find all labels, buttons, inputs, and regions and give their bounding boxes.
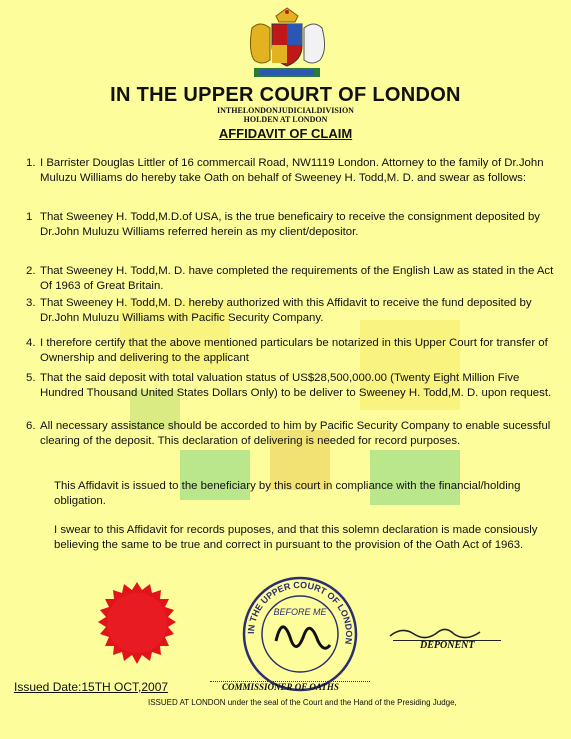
holden-at-line: HOLDEN AT LONDON — [243, 115, 328, 124]
paragraph-text: I Barrister Douglas Littler of 16 commercail Road, NW1119 London. Attorney to the family of Dr.John Muluzu Williams do hereby take Oath on behalf of Sweeney H. Todd,M. D. and swear as follows: — [40, 157, 544, 184]
paragraph — [26, 419, 560, 448]
commissioner-label: COMMISSIONER OF OATHS — [222, 682, 339, 692]
red-wax-seal-icon — [92, 580, 182, 670]
closing-paragraph: I swear to this Affidavit for records puposes, and that this solemn declaration is made consiously believing the same to be true and correct in pursuant to the provision of the Oath Act of 1963. — [54, 524, 538, 551]
paragraph-number: 5. — [26, 372, 36, 384]
issued-date: Issued Date:15TH OCT,2007 — [14, 680, 169, 694]
paragraph — [26, 210, 560, 239]
paragraph — [26, 296, 560, 325]
paragraph-number: 1. — [26, 157, 36, 169]
paragraph-text: That the said deposit with total valuation status of US$28,500,000.00 (Twenty Eight Million Five Hundred Thousand United States Dollars Only) to be deliver to Sweeney H. Todd,M. D. upon request. — [40, 372, 552, 399]
paragraph-text: That Sweeney H. Todd,M. D. hereby authorized with this Affidavit to receive the fund deposited by Dr.John Muluzu Williams with Pacific Security Company. — [40, 297, 532, 324]
royal-coat-of-arms-icon — [240, 6, 334, 84]
stamp-ring-text: IN THE UPPER COURT OF LONDON — [245, 579, 355, 645]
paragraph — [26, 156, 560, 185]
judicial-division-line: INTHELONDONJUDICIALDIVISION — [217, 106, 354, 115]
footer-note: ISSUED AT LONDON under the seal of the Court and the Hand of the Presiding Judge, — [148, 698, 457, 707]
court-title: IN THE UPPER COURT OF LONDON — [110, 84, 461, 106]
paragraph-text: I therefore certify that the above mentioned particulars be notarized in this Upper Court for transfer of Ownership and delivering to the applicant — [40, 337, 548, 364]
paragraph-text: That Sweeney H. Todd,M.D.of USA, is the true beneficairy to receive the consignment deposited by Dr.John Muluzu Williams referred herein as my client/depositor. — [40, 211, 540, 238]
court-stamp-icon — [238, 575, 362, 693]
paragraph — [26, 371, 560, 400]
paragraph-number: 4. — [26, 337, 36, 349]
stamp-center-text: BEFORE ME — [273, 607, 327, 617]
paragraph-text: All necessary assistance should be accorded to him by Pacific Security Company to enable sucessful clearing of the deposit. This declaration of delivering is needed for record purposes. — [40, 420, 551, 447]
paragraph-number: 3. — [26, 297, 36, 309]
deponent-label: DEPONENT — [420, 640, 475, 651]
paragraph-number: 6. — [26, 420, 36, 432]
document-heading: AFFIDAVIT OF CLAIM — [218, 126, 353, 141]
paragraph-number: 2. — [26, 265, 36, 277]
paragraph — [26, 264, 560, 293]
paragraph-number: 1 — [26, 211, 33, 223]
closing-paragraph: This Affidavit is issued to the beneficiary by this court in compliance with the financial/holding obligation. — [54, 480, 521, 507]
paragraph-text: That Sweeney H. Todd,M. D. have completed the requirements of the English Law as stated in the Act Of 1963 of Great Britain. — [40, 265, 554, 292]
paragraph — [26, 336, 560, 365]
